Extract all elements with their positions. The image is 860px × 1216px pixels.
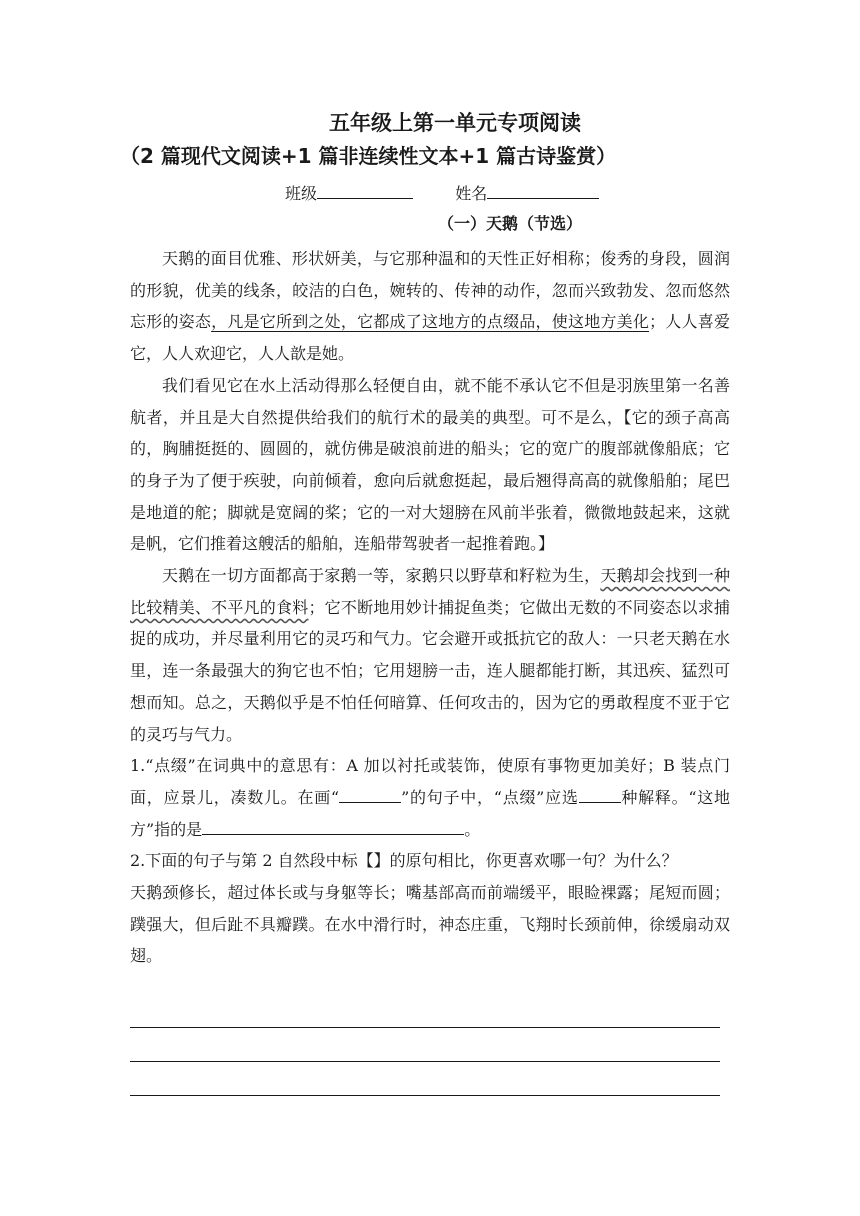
answer-line-3[interactable]: [130, 1095, 720, 1096]
q1-text-b: ”的句子中，“点缀”应选: [401, 787, 579, 807]
q1-blank-line-type[interactable]: [339, 784, 401, 803]
answer-line-1[interactable]: [130, 1027, 720, 1028]
student-info: [285, 180, 599, 207]
p1-text-a: 天鹅的面目优雅、形状妍美，与它那种温和的天性正好相称；俊秀的身段，圆润的形貌，优美的线条，皎洁的白色，婉转的、传神的动作，忽而兴致勃发、忽而悠然忘形的姿态: [130, 249, 730, 332]
class-blank[interactable]: [317, 180, 413, 199]
p3-text-b: ；它不断地用妙计捕捉鱼类；它做出无数的不同姿态以求捕捉的成功，并尽量利用它的灵巧和气力。它会避开或抵抗它的敌人：一只老天鹅在水里，连一条最强大的狗它也不怕；它用翅膀一击，连人腿都能打断，其迅疾、猛烈可想而知。总之，天鹅似乎是不怕任何暗算、任何攻击的，因为它的勇敢程度不亚于它的灵巧与气力。: [130, 597, 730, 744]
question-1: [130, 750, 730, 845]
paragraph-1: [130, 243, 730, 370]
p1-text-b: ；人人喜爱它，人人欢迎它，人人歆是她。: [130, 312, 730, 364]
name-label: 姓名: [455, 184, 488, 203]
q1-blank-choice[interactable]: [579, 784, 621, 803]
q1-text-d: 。: [464, 819, 481, 839]
question-2-text: 天鹅颈修长，超过体长或与身躯等长；嘴基部高而前端缓平，眼睑裸露；尾短而圆；蹼强大，但后趾不具瓣蹼。在水中滑行时，神态庄重，飞翔时长颈前伸，徐缓扇动双翅。: [130, 883, 730, 966]
section-heading: （一）天鹅（节选）: [437, 214, 582, 233]
question-2-prompt: 2.下面的句子与第 2 自然段中标【】的原句相比，你更喜欢哪一句？为什么？: [130, 851, 678, 871]
p3-text-a: 天鹅在一切方面都高于家鹅一等，家鹅只以野草和籽粒为生，: [162, 566, 601, 586]
answer-line-2[interactable]: [130, 1061, 720, 1062]
name-blank[interactable]: [487, 180, 599, 199]
page-title: 五年级上第一单元专项阅读: [329, 111, 581, 135]
p3-wavy-sentence: 天鹅却会找到一种比较精美、不平凡的食料: [130, 566, 730, 617]
answer-area[interactable]: [130, 1027, 720, 1129]
q1-text-a: 1.“点缀”在词典中的意思有：A 加以衬托或装饰，使原有事物更加美好；B 装点门面，应景儿，凑数儿。在画“: [130, 756, 730, 807]
q1-text-c: 种解释。“这地方”指的是: [130, 787, 731, 839]
reading-passage: [130, 243, 730, 972]
paragraph-2: 我们看见它在水上活动得那么轻便自由，就不能不承认它不但是羽族里第一名善航者，并且是大自然提供给我们的航行术的最美的典型。可不是么，【它的颈子高高的，胸脯挺挺的、圆圆的，就仿佛是破浪前进的船头；它的宽广的腹部就像船底；它的身子为了便于疾驶，向前倾着，愈向后就愈挺起，最后翘得高高的就像船舶；尾巴是地道的舵；脚就是宽阔的桨；它的一对大翅膀在风前半张着，微微地鼓起来，这就是帆，它们推着这艘活的船舶，连船带驾驶者一起推着跑。】: [130, 375, 730, 554]
class-label: 班级: [285, 184, 318, 203]
page-subtitle: （2 篇现代文阅读+1 篇非连续性文本+1 篇古诗鉴赏）: [120, 144, 617, 168]
p1-underlined-sentence: ，凡是它所到之处，它都成了这地方的点缀品，使这地方美化: [211, 312, 650, 332]
q1-blank-place[interactable]: [202, 816, 464, 835]
paragraph-3: [130, 560, 730, 750]
